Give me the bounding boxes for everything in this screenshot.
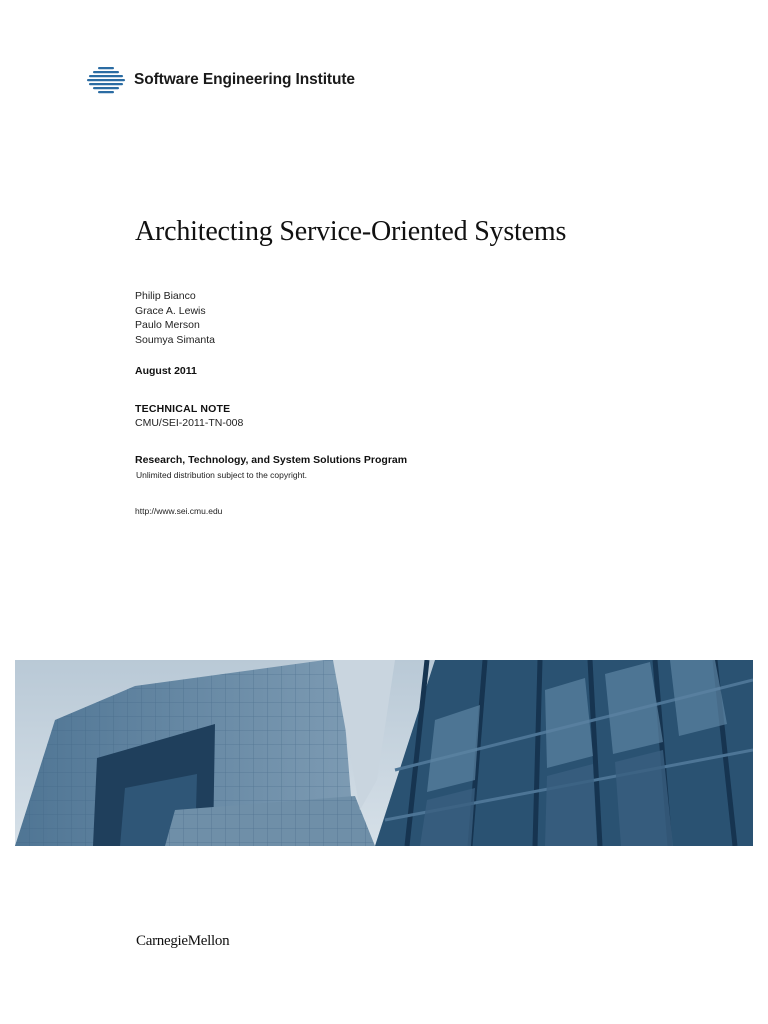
report-number: CMU/SEI-2011-TN-008 (135, 417, 244, 429)
website-link[interactable]: http://www.sei.cmu.edu (135, 506, 223, 516)
distribution-statement: Unlimited distribution subject to the copyright. (136, 470, 308, 480)
author-name: Philip Bianco (135, 290, 196, 302)
program-name: Research, Technology, and System Solutions Program (135, 454, 408, 466)
institute-name: Software Engineering Institute (134, 71, 355, 88)
author-list (135, 289, 215, 347)
sei-striped-globe-icon (86, 66, 126, 94)
publication-date: August 2011 (135, 365, 197, 377)
author-name: Grace A. Lewis (135, 304, 206, 317)
building-facade-photo (15, 660, 753, 846)
document-title: Architecting Service-Oriented Systems (135, 216, 567, 247)
author-name: Paulo Merson (135, 319, 200, 331)
sei-logo (86, 64, 355, 96)
author-name: Soumya Simanta (135, 333, 215, 346)
carnegie-mellon-wordmark: CarnegieMellon (136, 933, 230, 949)
note-type: TECHNICAL NOTE (135, 403, 231, 415)
